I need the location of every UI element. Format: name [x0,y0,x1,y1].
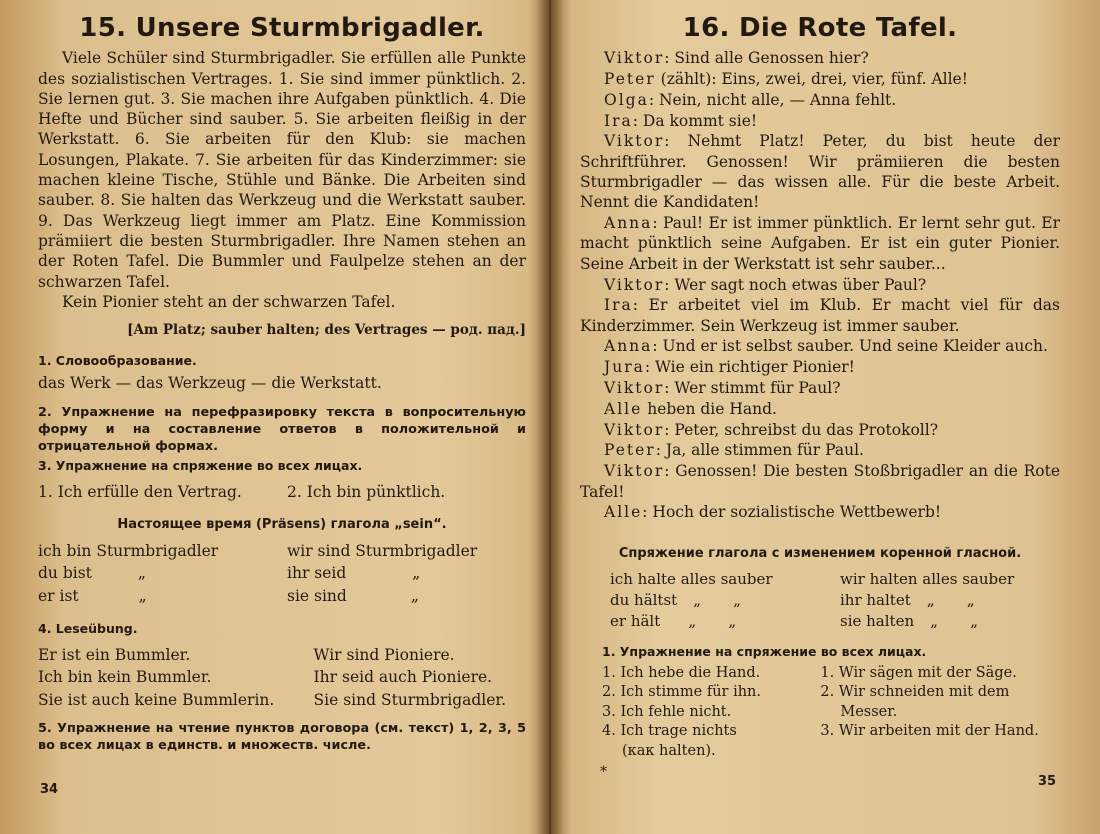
present-tense-title: Настоящее время (Präsens) глагола „sein“. [117,517,447,533]
list-item: 3. Ich fehle nicht. [602,703,732,720]
exercise-2-text: 2. Упражнение на перефразировку текста в вопросительную форму и на составление ответов в положительной и отрицательной формах. [38,404,526,454]
list-item: 4. Ich trage nichts [602,723,737,740]
conjugation-title: Спряжение глагола с изменением коренной гласной. [618,545,1022,561]
dialog-line: Viktor: Peter, schreibst du das Protokoll? [604,420,939,439]
speaker: Alle [604,503,643,522]
right-exercise-1-right-list [820,664,1060,762]
lese-row-2 [38,667,526,687]
exercise-1-title: 1. Словообразование. [38,353,197,369]
conjugation-table [580,570,1060,631]
ditto-mark: „ [138,586,147,605]
left-page-number: 34 [40,782,59,797]
dialog-line: Ira: Er arbeitet viel im Klub. Er macht viel für das Kinderzimmer. Sein Werkzeug ist immer sauber. [580,296,1060,335]
speaker: Viktor [604,462,665,481]
sein-singular-3: er ist [38,586,79,605]
ditto-mark: „ [733,590,742,609]
dialog-line: Anna: Paul! Er ist immer pünktlich. Er lernt sehr gut. Er macht pünktlich seine Aufgaben. Er ist ein guter Pionier. Seine Arbeit in der Werkstatt ist sehr sauber... [580,214,1060,273]
lese-left-3: Sie ist auch keine Bummlerin. [38,690,275,709]
lese-right-3: Sie sind Sturmbrigadler. [313,690,507,709]
left-main-paragraph: Viele Schüler sind Sturmbrigadler. Sie erfüllen alle Punkte des sozialistischen Vertrages. 1. Sie sind immer pünktlich. 2. Sie lernen gut. 3. Sie machen ihre Aufgaben pünktlich. 4. Die Hefte und Bücher sind sauber. 5. Sie arbeiten fleißig in der Werkstatt. 6. Sie arbeiten für den Klub: sie machen Losungen, Plakate. 7. Sie arbeiten für das Kinderzimmer: sie machen kleine Tische, Stühle und Bänke. Die Arbeiten sind sauber. 8. Sie halten das Werkzeug und die Werkstatt sauber. 9. Das Werkzeug liegt immer am Platz. Eine Kommission prämiiert die besten Sturmbrigadler. Ihre Namen stehen an der Roten Tafel. Die Bummler und Faulpelze stehen an der schwarzen Tafel. [38,49,526,291]
sein-conjugation-row-3 [38,586,526,606]
dialog-line: Viktor: Wer stimmt für Paul? [604,379,841,398]
speaker: Olga [604,90,649,109]
list-item: Messer. [840,703,898,720]
speaker: Alle [604,399,643,418]
dialog-line: Peter (zählt): Eins, zwei, drei, vier, fünf. Alle! [604,70,968,89]
sein-singular-1: ich bin Sturmbrigadler [38,542,219,561]
right-page [552,0,1100,834]
conj-plural-1: wir halten alles sauber [840,569,1015,588]
ditto-mark: „ [693,590,702,609]
conj-plural-3: sie halten [840,611,915,630]
dialog-line: Jura: Wie ein richtiger Pionier! [604,358,855,377]
speaker: Viktor [604,132,665,151]
ditto-mark: „ [688,611,697,630]
conj-row-1 [610,570,1060,589]
ditto-mark: „ [412,564,421,583]
speaker: Anna [604,337,653,356]
dialog-line: Viktor: Sind alle Genossen hier? [604,49,869,68]
sein-plural-3: sie sind [287,586,347,605]
speaker: Viktor [604,275,665,294]
exercise-3-items [38,482,526,502]
speaker: Ira [604,111,633,130]
list-item: 2. Ich stimme für ihn. [602,684,762,701]
ditto-mark: „ [966,590,975,609]
dialog-line: Viktor: Wer sagt noch etwas über Paul? [604,275,927,294]
speaker: Jura [604,358,645,377]
lese-row-1 [38,645,526,665]
exercise-4-title: 4. Leseübung. [38,620,138,636]
ditto-mark: „ [926,590,935,609]
exercise-3-item-2: 2. Ich bin pünktlich. [287,482,446,501]
dialog-line: Anna: Und er ist selbst sauber. Und seine Kleider auch. [604,337,1048,356]
speaker: Viktor [604,49,665,68]
right-exercise-1-title: 1. Упражнение на спряжение во всех лицах. [602,643,927,659]
conj-plural-2: ihr haltet [840,590,911,609]
dialog-line: Alle heben die Hand. [604,399,777,418]
conj-singular-1: ich halte alles sauber [610,569,773,588]
ditto-mark: „ [970,611,978,630]
conj-row-2 [610,591,1060,610]
ditto-mark: „ [410,586,419,605]
speaker: Viktor [604,420,665,439]
list-item: 2. Wir schneiden mit dem [820,684,1010,701]
lese-right-2: Ihr seid auch Pioniere. [313,668,493,687]
dialog-line: Peter: Ja, alle stimmen für Paul. [604,441,864,460]
speaker: Viktor [604,379,665,398]
list-item: 3. Wir arbeiten mit der Hand. [820,723,1039,740]
dialog-line: Alle: Hoch der sozialistische Wettbewerb! [604,503,942,522]
dialog-line: Viktor: Nehmt Platz! Peter, du bist heute der Schriftführer. Genossen! Wir prämiieren die besten Sturmbrigadler — das wissen alle. Für die beste Arbeit. Nennt die Kandidaten! [580,132,1060,212]
speaker: Peter [604,441,656,460]
list-item: 1. Wir sägen mit der Säge. [820,664,1017,681]
right-exercise-1-lists [580,664,1060,762]
left-page-title: 15. Unsere Sturmbrigadler. [79,13,485,43]
dialog [580,48,1060,522]
footnote-star: * [600,764,607,780]
dialog-line: Viktor: Genossen! Die besten Stoßbrigadler an die Rote Tafel! [580,462,1060,501]
ditto-mark: „ [728,611,737,630]
right-page-title: 16. Die Rote Tafel. [682,13,958,43]
sein-plural-1: wir sind Sturmbrigadler [287,542,478,561]
list-item: (как halten). [622,742,716,759]
lese-row-3 [38,690,526,710]
conj-singular-3: er hält [610,611,661,630]
left-grammar-note: [Am Platz; sauber halten; des Vertrages — род. пад.] [127,322,526,339]
speaker: Anna [604,214,653,233]
left-page [0,0,548,834]
ditto-mark: „ [930,611,938,630]
ditto-mark: „ [137,564,146,583]
speaker: Peter [604,70,656,89]
lese-right-1: Wir sind Pioniere. [313,645,455,664]
dialog-line: Ira: Da kommt sie! [604,111,758,130]
lese-left-1: Er ist ein Bummler. [38,645,191,664]
right-page-number: 35 [1038,774,1057,789]
right-exercise-1-left-list [602,664,810,762]
exercise-5-text: 5. Упражнение на чтение пунктов договора (см. текст) 1, 2, 3, 5 во всех лицах в единств. и множеств. числе. [38,720,526,753]
sein-singular-2: du bist [38,564,92,583]
sein-plural-2: ihr seid [287,564,347,583]
dialog-line: Olga: Nein, nicht alle, — Anna fehlt. [604,90,897,109]
exercise-3-item-1: 1. Ich erfülle den Vertrag. [38,482,242,501]
exercise-1-text: das Werk — das Werkzeug — die Werkstatt. [38,374,382,393]
left-line-pioneer: Kein Pionier steht an der schwarzen Tafel. [62,292,396,311]
conj-row-3 [610,612,1060,631]
sein-conjugation-row-1 [38,541,526,561]
lese-left-2: Ich bin kein Bummler. [38,668,212,687]
conj-singular-2: du hältst [610,590,678,609]
sein-conjugation-row-2 [38,563,526,583]
list-item: 1. Ich hebe die Hand. [602,664,761,681]
speaker: Ira [604,296,633,315]
exercise-3-title: 3. Упражнение на спряжение во всех лицах. [38,457,363,473]
